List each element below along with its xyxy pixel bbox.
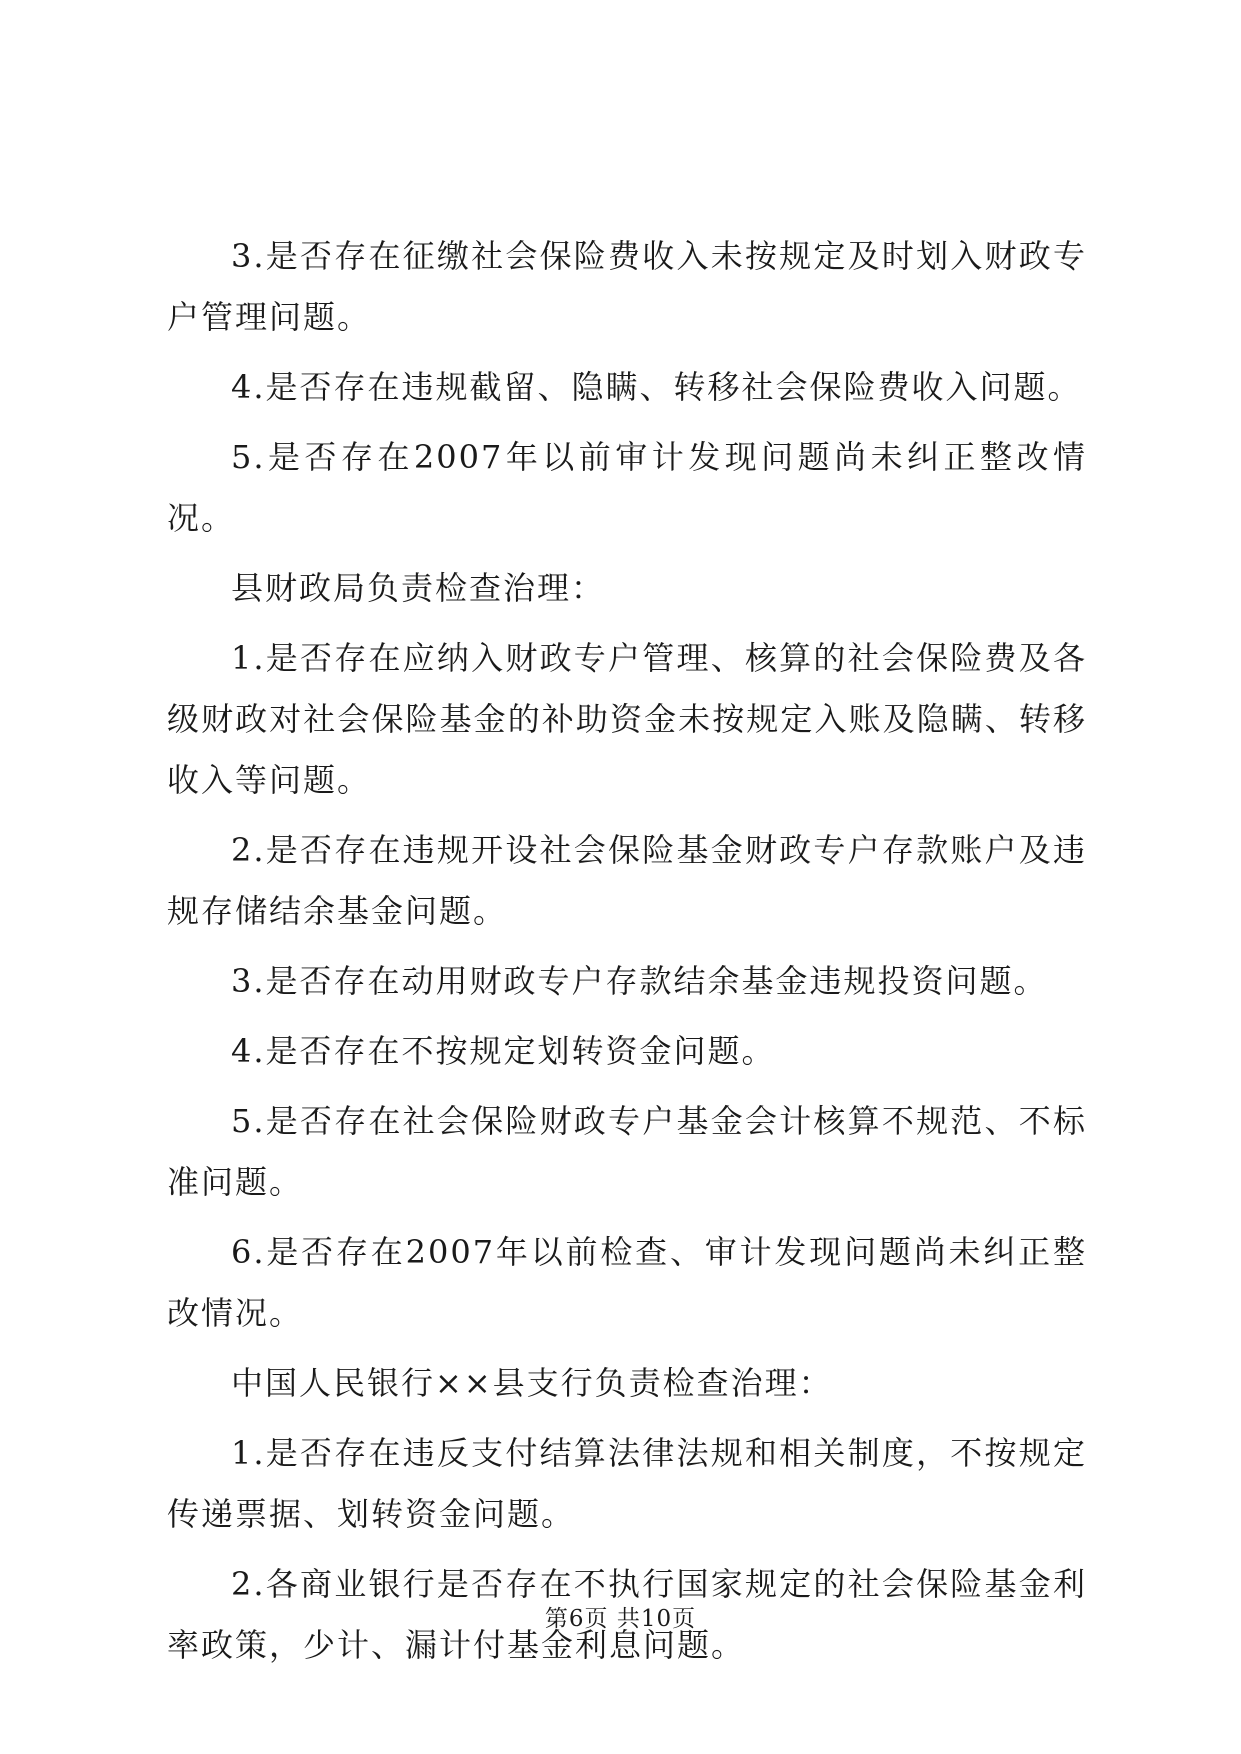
paragraph: 3.是否存在征缴社会保险费收入未按规定及时划入财政专户管理问题。	[167, 237, 1087, 336]
section-heading: 中国人民银行××县支行负责检查治理：	[231, 1364, 833, 1402]
page-footer: 第6页 共10页	[544, 1606, 697, 1632]
paragraph: 4.是否存在违规截留、隐瞒、转移社会保险费收入问题。	[231, 368, 1082, 406]
paragraph: 5.是否存在社会保险财政专户基金会计核算不规范、不标准问题。	[167, 1102, 1087, 1201]
paragraph: 6.是否存在2007年以前检查、审计发现问题尚未纠正整改情况。	[167, 1233, 1087, 1332]
paragraph: 1.是否存在违反支付结算法律法规和相关制度，不按规定传递票据、划转资金问题。	[167, 1434, 1087, 1533]
paragraph: 4.是否存在不按规定划转资金问题。	[231, 1032, 776, 1070]
paragraph: 3.是否存在动用财政专户存款结余基金违规投资问题。	[231, 962, 1048, 1000]
paragraph: 2.各商业银行是否存在不执行国家规定的社会保险基金利率政策，少计、漏计付基金利息问题。	[167, 1565, 1087, 1664]
paragraph: 2.是否存在违规开设社会保险基金财政专户存款账户及违规存储结余基金问题。	[167, 831, 1087, 930]
paragraph: 1.是否存在应纳入财政专户管理、核算的社会保险费及各级财政对社会保险基金的补助资金未按规定入账及隐瞒、转移收入等问题。	[167, 639, 1087, 799]
paragraph: 5.是否存在2007年以前审计发现问题尚未纠正整改情况。	[167, 438, 1087, 537]
section-heading: 县财政局负责检查治理：	[231, 569, 606, 607]
document-body	[167, 226, 1087, 1685]
